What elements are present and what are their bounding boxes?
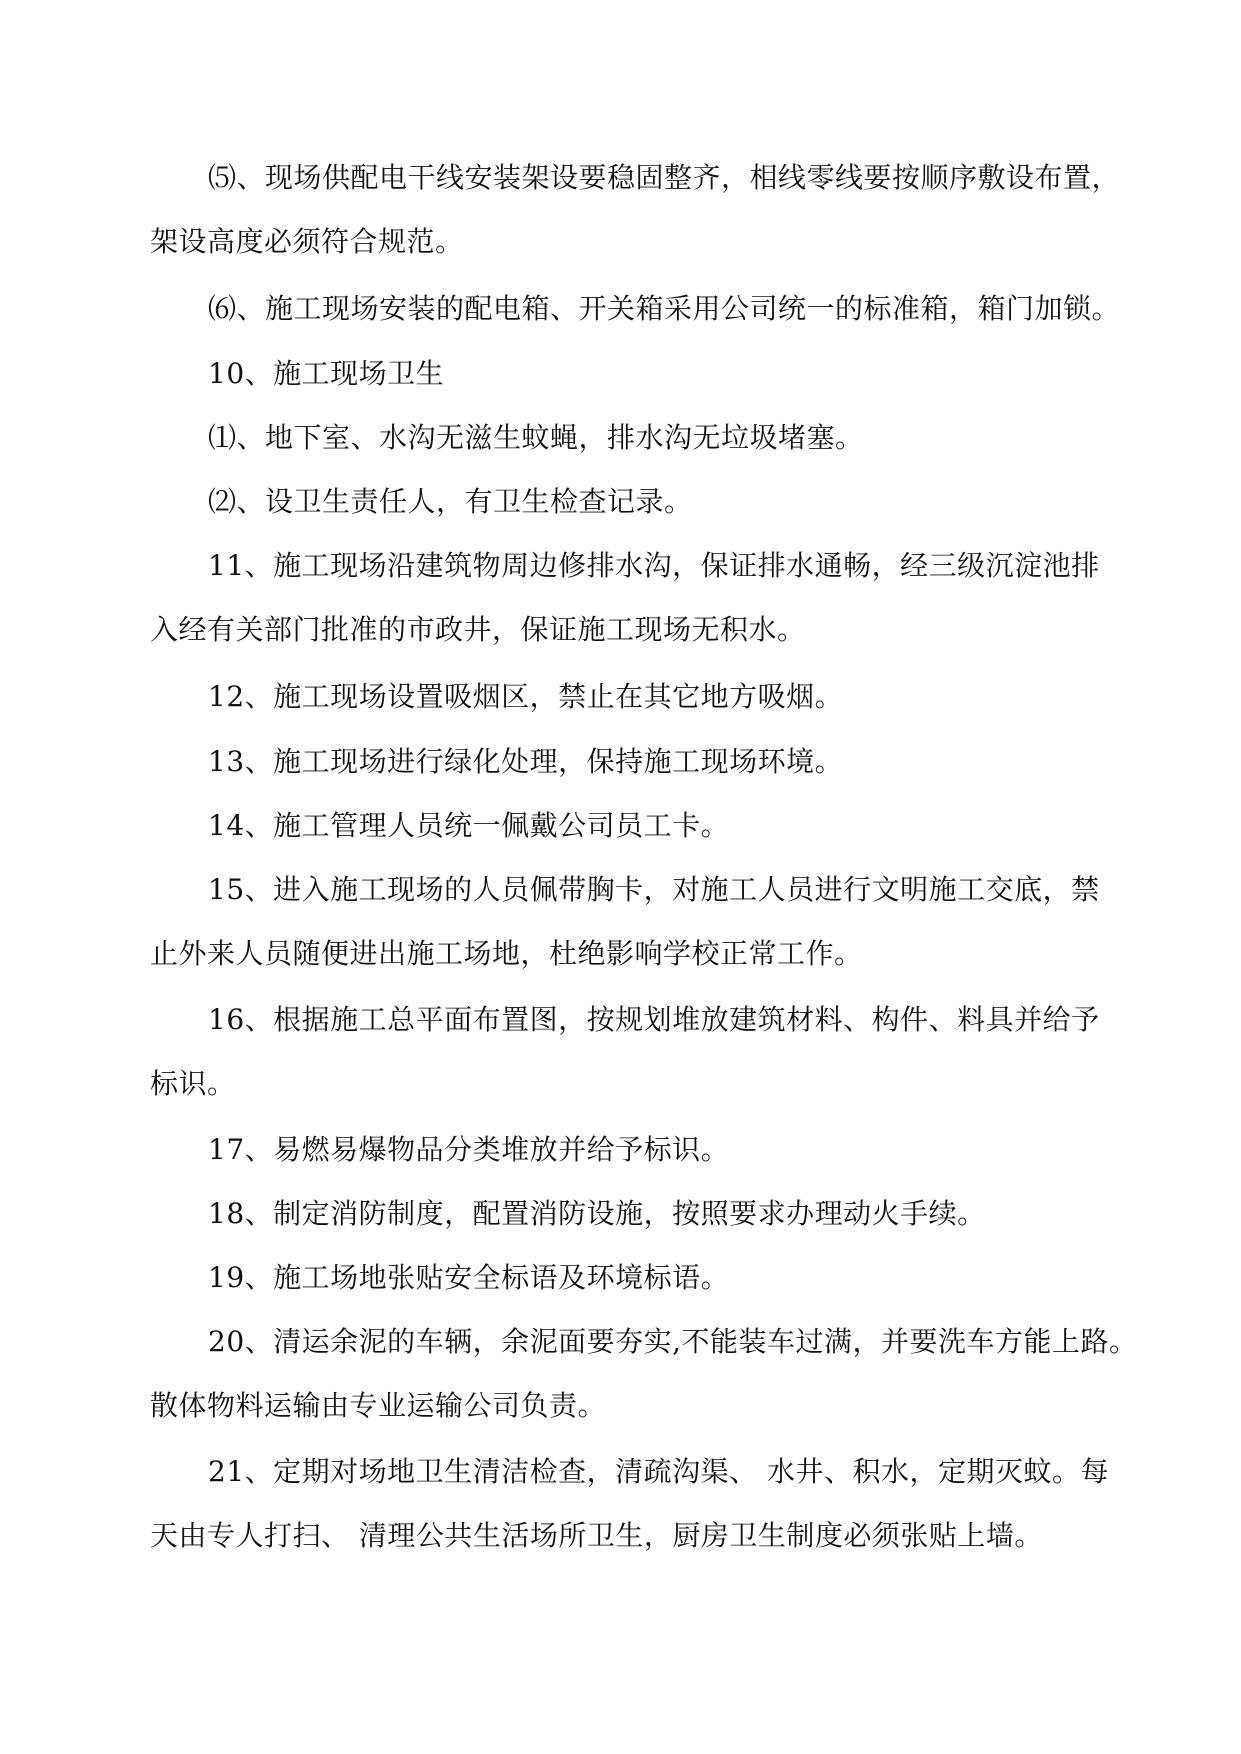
text-line: 18、制定消防制度，配置消防设施，按照要求办理动火手续。	[208, 1197, 986, 1230]
paragraph-17-flammables	[150, 1118, 1112, 1182]
paragraph-16-materials	[150, 988, 1112, 1116]
text-line: 入经有关部门批准的市政井，保证施工现场无积水。	[150, 613, 806, 646]
paragraph-13-greening	[150, 730, 1112, 794]
text-line: ⑸、现场供配电干线安装架设要稳固整齐，相线零线要按顺序敷设布置，	[208, 161, 1121, 194]
paragraph-18-fire-safety	[150, 1182, 1112, 1246]
text-line: 16、根据施工总平面布置图，按规划堆放建筑材料、构件、料具并给予	[208, 1003, 1100, 1036]
text-line: 15、进入施工现场的人员佩带胸卡，对施工人员进行文明施工交底，禁	[208, 873, 1100, 906]
text-line: 11、施工现场沿建筑物周边修排水沟，保证排水通畅，经三级沉淀池排	[208, 549, 1100, 582]
text-line: 21、定期对场地卫生清洁检查，清疏沟渠、 水井、积水，定期灭蚊。每	[208, 1455, 1110, 1488]
text-line: 止外来人员随便进出施工场地，杜绝影响学校正常工作。	[150, 937, 863, 970]
text-line: 天由专人打扫、 清理公共生活场所卫生，厨房卫生制度必须张贴上墙。	[150, 1519, 1043, 1552]
text-line: 17、易燃易爆物品分类堆放并给予标识。	[208, 1133, 730, 1166]
paragraph-15-badges	[150, 858, 1112, 986]
text-line: 散体物料运输由专业运输公司负责。	[150, 1389, 607, 1422]
paragraph-12-smoking-area	[150, 665, 1112, 729]
paragraph-2-hygiene-officer	[150, 470, 1112, 534]
text-line: 14、施工管理人员统一佩戴公司员工卡。	[208, 809, 730, 842]
heading-10-site-hygiene	[150, 342, 1112, 406]
paragraph-5-power-lines	[150, 146, 1121, 274]
paragraph-20-mud-transport	[150, 1310, 1138, 1438]
text-line: ⑵、设卫生责任人，有卫生检查记录。	[208, 485, 693, 518]
text-line: 架设高度必须符合规范。	[150, 225, 464, 258]
text-line: ⑴、地下室、水沟无滋生蚊蝇，排水沟无垃圾堵塞。	[208, 421, 864, 454]
paragraph-19-slogans	[150, 1246, 1112, 1310]
paragraph-6-distribution-boxes	[150, 277, 1121, 341]
text-line: 13、施工现场进行绿化处理，保持施工现场环境。	[208, 745, 844, 778]
paragraph-14-staff-cards	[150, 794, 1112, 858]
text-line: 12、施工现场设置吸烟区，禁止在其它地方吸烟。	[208, 680, 844, 713]
text-line: 19、施工场地张贴安全标语及环境标语。	[208, 1261, 730, 1294]
text-line: ⑹、施工现场安装的配电箱、开关箱采用公司统一的标准箱，箱门加锁。	[208, 292, 1121, 325]
paragraph-1-basement	[150, 406, 1112, 470]
text-line: 10、施工现场卫生	[208, 357, 445, 390]
paragraph-11-drainage	[150, 534, 1112, 662]
paragraph-21-cleaning	[150, 1440, 1112, 1568]
text-line: 20、清运余泥的车辆，余泥面要夯实,不能装车过满，并要洗车方能上路。	[208, 1325, 1138, 1358]
text-line: 标识。	[150, 1067, 236, 1100]
